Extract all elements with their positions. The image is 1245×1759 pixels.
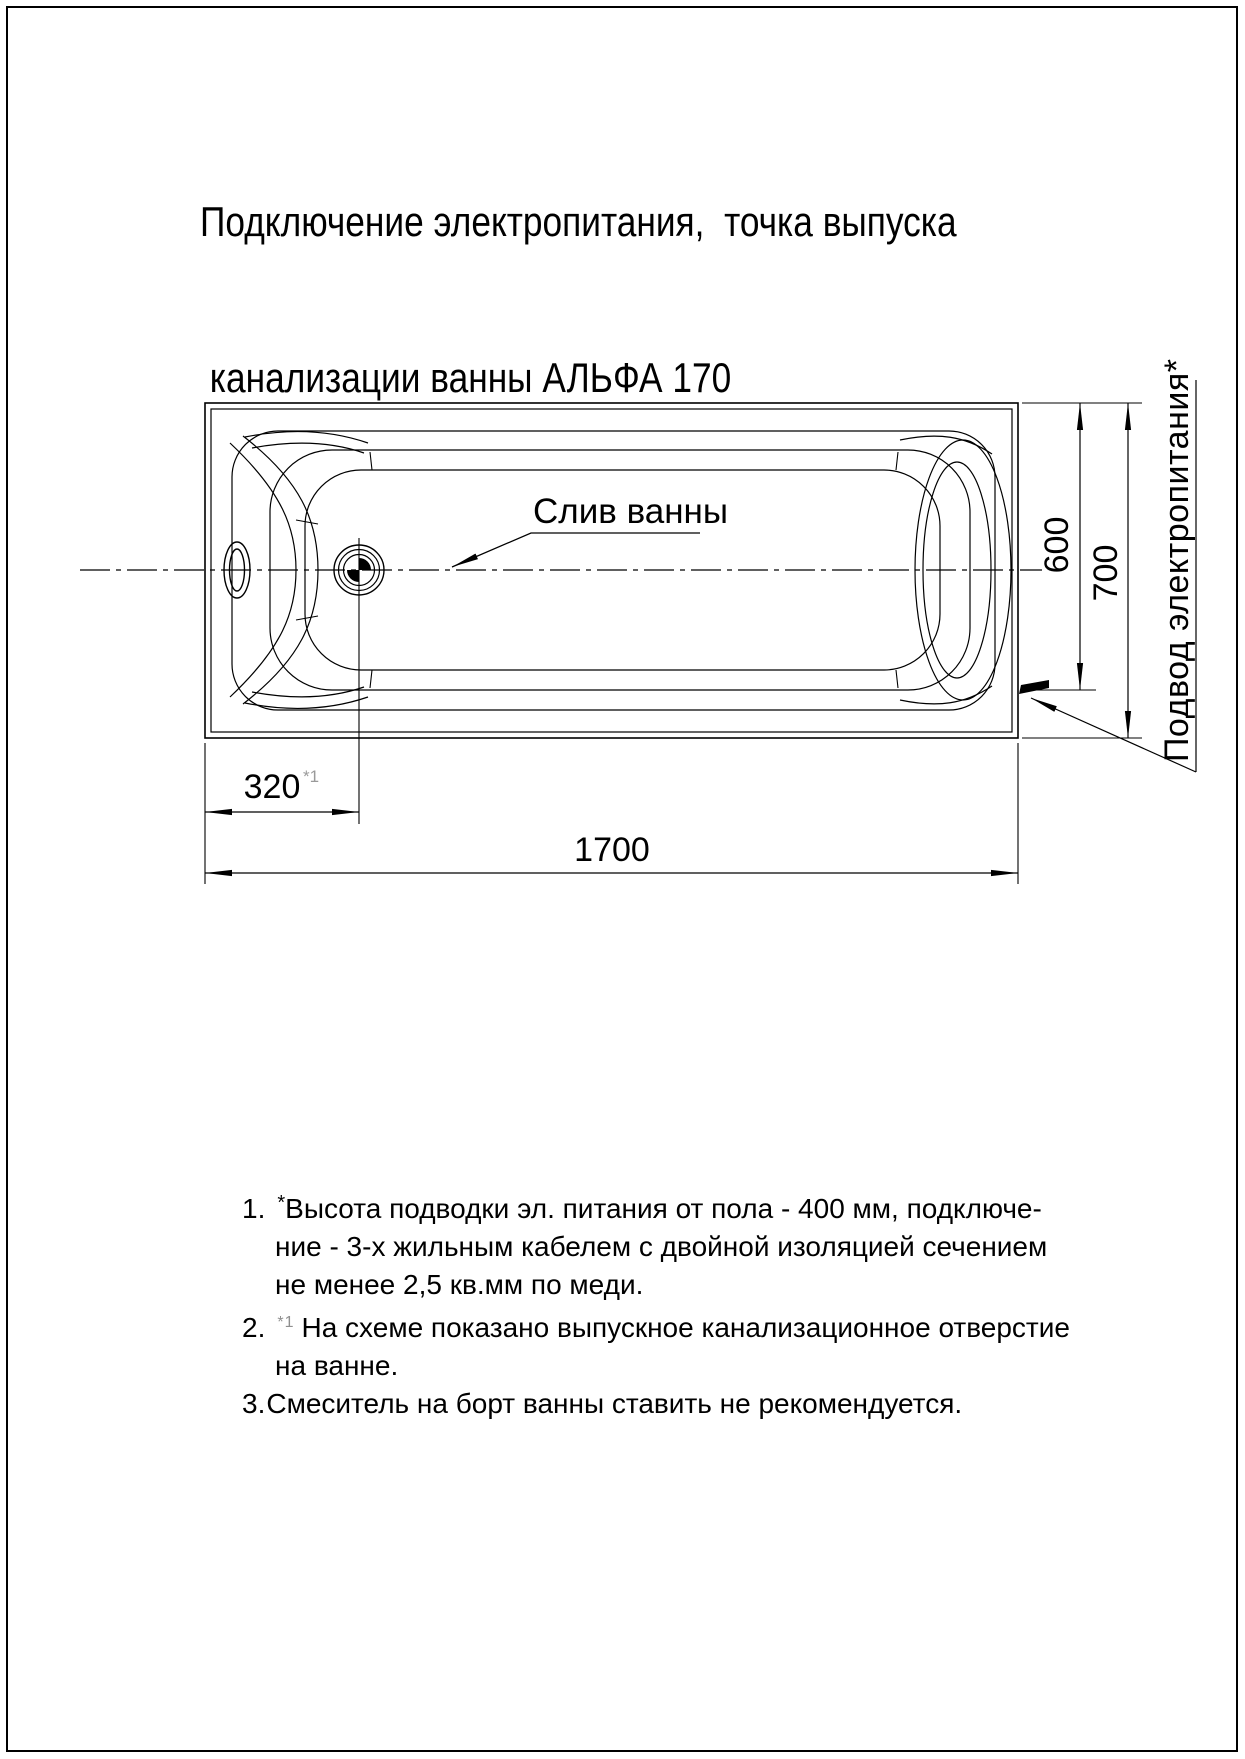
note-2-line2: на ванне. (275, 1350, 399, 1381)
note-3-line1: Смеситель на борт ванны ставить не рекомендуется. (266, 1388, 963, 1419)
note-1 (242, 1184, 1102, 1304)
dim-600-value: 600 (1038, 516, 1076, 574)
note-3-number: 3. (242, 1388, 266, 1419)
drain-leader (452, 492, 728, 567)
note-1-footnote-mark: * (277, 1192, 286, 1214)
drain-hole-symbol (334, 538, 384, 824)
note-2 (242, 1304, 1102, 1385)
dim-320-value: 320 (243, 768, 301, 806)
note-1-number: 1. (242, 1193, 266, 1224)
sheet-title-line2: канализации ванны АЛЬФА 170 (200, 354, 732, 401)
dim-320-footnote-mark: *1 (303, 767, 320, 786)
note-1-line2: ние - 3-х жильным кабелем с двойной изоляцией сечением (275, 1231, 1048, 1262)
note-2-footnote-mark: *1 (277, 1314, 295, 1331)
dim-320 (205, 743, 359, 884)
note-3 (242, 1385, 1102, 1423)
dim-700-value: 700 (1087, 544, 1125, 602)
drain-label: Слив ванны (533, 492, 729, 531)
note-2-line1: На схеме показано выпускное канализационное отверстие (301, 1312, 1070, 1343)
note-1-line1: Высота подводки эл. питания от пола - 400 мм, подключе- (285, 1193, 1042, 1224)
note-1-line3: не менее 2,5 кв.мм по меди. (275, 1269, 644, 1300)
sheet-border (7, 7, 1237, 1751)
dim-1700-value: 1700 (574, 831, 650, 869)
notes-list (242, 1184, 1102, 1423)
power-connection-point (1019, 680, 1049, 694)
power-label: Подвод электропитания* (1158, 358, 1196, 762)
dim-1700 (205, 743, 1018, 884)
note-2-number: 2. (242, 1312, 266, 1343)
sheet-title-line1: Подключение электропитания, точка выпуска (200, 198, 957, 245)
